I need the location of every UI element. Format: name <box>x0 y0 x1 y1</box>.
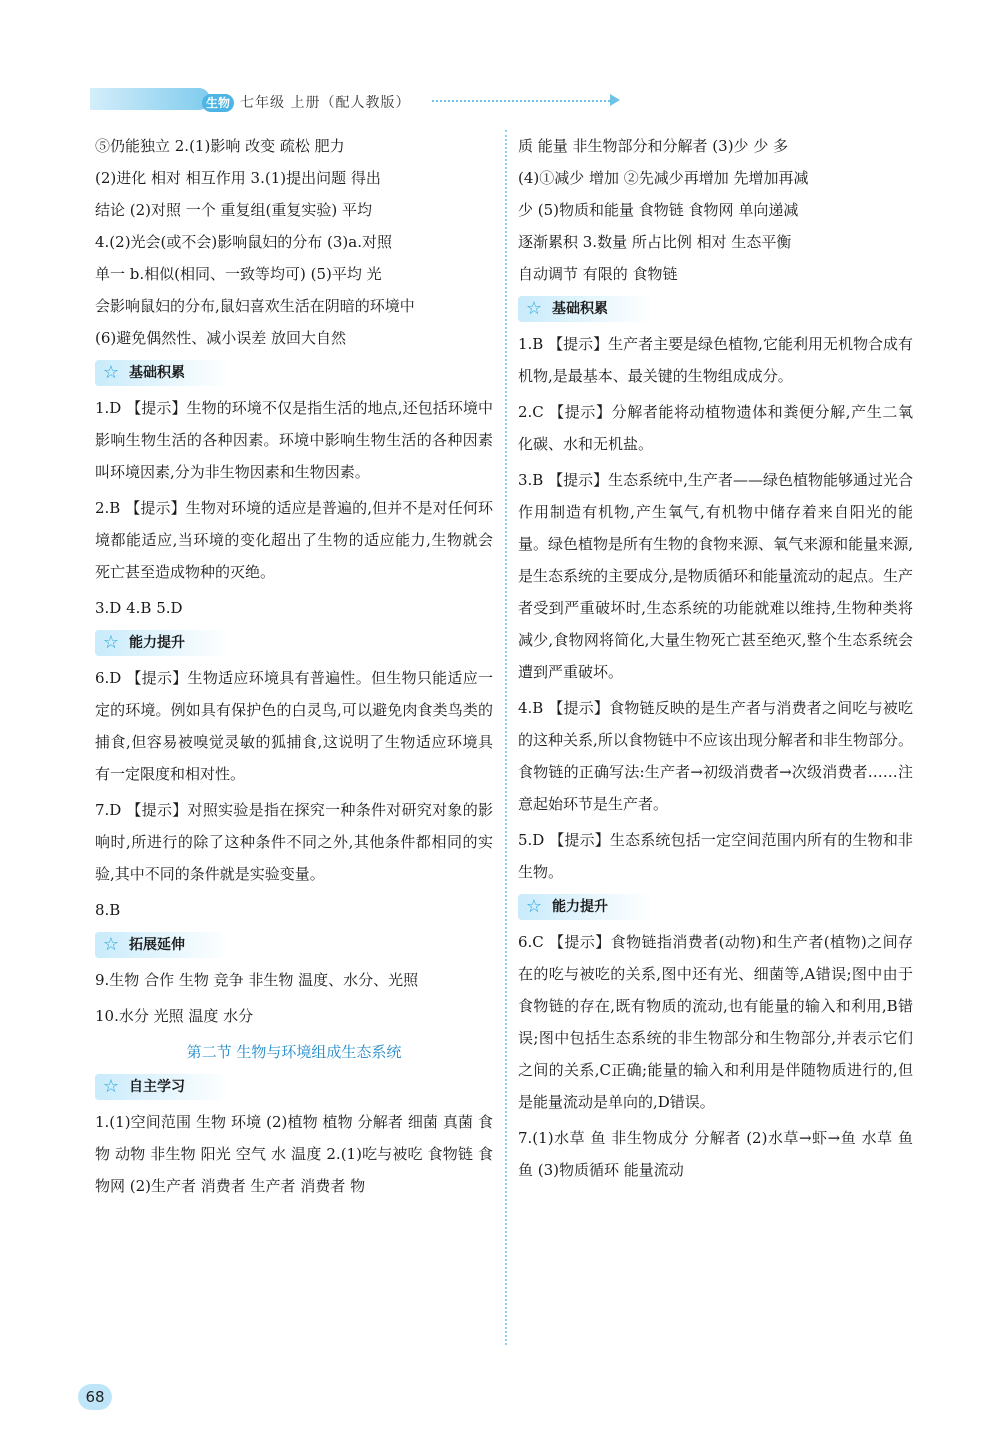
answer-line: 少 (5)物质和能量 食物链 食物网 单向递减 <box>518 201 799 219</box>
answer-item: 5.D 【提示】生态系统包括一定空间范围内所有的生物和非生物。 <box>518 831 913 881</box>
section-tag-extension <box>95 932 230 958</box>
answer-item: 2.C 【提示】分解者能将动植物遗体和粪便分解,产生二氧化碳、水和无机盐。 <box>518 403 913 453</box>
section-tag-self-study <box>95 1074 230 1100</box>
answer-line: 逐渐累积 3.数量 所占比例 相对 生态平衡 <box>518 233 792 251</box>
answer-item: 3.B 【提示】生态系统中,生产者——绿色植物能够通过光合作用制造有机物,产生氧气,有机物中储存着来自阳光的能量。绿色植物是所有生物的食物来源、氧气来源和能量来源,是生态系统的主要成分,是物质循环和能量流动的起点。生产者受到严重破坏时,生态系统的功能就难以维持,生物种类将减少,食物网将简化,大量生物死亡甚至绝灭,整个生态系统会遭到严重破坏。 <box>518 471 913 681</box>
section-label: 拓展延伸 <box>129 937 185 953</box>
star-icon: ☆ <box>525 298 543 319</box>
answer-item: 6.D 【提示】生物适应环境具有普遍性。但生物只能适应一定的环境。例如具有保护色的白灵鸟,可以避免肉食类鸟类的捕食,但容易被嗅觉灵敏的狐捕食,这说明了生物适应环境具有一定限度和相对性。 <box>95 669 493 783</box>
answer-line: 会影响鼠妇的分布,鼠妇喜欢生活在阴暗的环境中 <box>95 297 415 315</box>
page-number: 68 <box>78 1384 112 1410</box>
section-label: 自主学习 <box>129 1079 185 1095</box>
header-title: 七年级 上册（配人教版） <box>240 95 411 111</box>
answer-item: 9.生物 合作 生物 竞争 非生物 温度、水分、光照 <box>95 971 419 989</box>
section-subtitle: 第二节 生物与环境组成生态系统 <box>186 1043 402 1061</box>
answer-line: 结论 (2)对照 一个 重复组(重复实验) 平均 <box>95 201 373 219</box>
star-icon: ☆ <box>525 896 543 917</box>
header-dotted-line <box>432 100 610 102</box>
arrow-icon <box>610 94 620 106</box>
header-wave-decoration <box>90 88 210 110</box>
answer-line: 单一 b.相似(相同、一致等均可) (5)平均 光 <box>95 265 382 283</box>
star-icon: ☆ <box>102 934 120 955</box>
right-column <box>518 130 913 1186</box>
answer-item: 1.(1)空间范围 生物 环境 (2)植物 植物 分解者 细菌 真菌 食物 动物 非生物 阳光 空气 水 温度 2.(1)吃与被吃 食物链 食物网 (2)生产者 消费者 生产者 消费者 物 <box>95 1113 493 1195</box>
section-tag-basic <box>95 360 230 386</box>
answer-item: 8.B <box>95 901 121 919</box>
answer-line: 质 能量 非生物部分和分解者 (3)少 少 多 <box>518 137 789 155</box>
section-label: 基础积累 <box>129 365 185 381</box>
answer-line: 自动调节 有限的 食物链 <box>518 265 678 283</box>
column-divider <box>505 130 507 1345</box>
answer-item: 1.D 【提示】生物的环境不仅是指生活的地点,还包括环境中影响生物生活的各种因素。环境中影响生物生活的各种因素叫环境因素,分为非生物因素和生物因素。 <box>95 399 493 481</box>
answer-item: 2.B 【提示】生物对环境的适应是普遍的,但并不是对任何环境都能适应,当环境的变化超出了生物的适应能力,生物就会死亡甚至造成物种的灭绝。 <box>95 499 493 581</box>
star-icon: ☆ <box>102 362 120 383</box>
section-label: 能力提升 <box>129 635 185 651</box>
answer-item: 3.D 4.B 5.D <box>95 599 183 617</box>
answer-item: 4.B 【提示】食物链反映的是生产者与消费者之间吃与被吃的这种关系,所以食物链中不应该出现分解者和非生物部分。食物链的正确写法:生产者→初级消费者→次级消费者……注意起始环节是生产者。 <box>518 699 913 813</box>
page-header <box>0 0 1000 130</box>
subject-badge: 生物 <box>202 94 234 112</box>
answer-item: 7.D 【提示】对照实验是指在探究一种条件对研究对象的影响时,所进行的除了这种条件不同之外,其他条件都相同的实验,其中不同的条件就是实验变量。 <box>95 801 493 883</box>
answer-item: 7.(1)水草 鱼 非生物成分 分解者 (2)水草→虾→鱼 水草 鱼 鱼 (3)物质循环 能量流动 <box>518 1129 913 1179</box>
answer-item: 6.C 【提示】食物链指消费者(动物)和生产者(植物)之间存在的吃与被吃的关系,图中还有光、细菌等,A错误;图中由于食物链的存在,既有物质的流动,也有能量的输入和利用,B错误;图中包括生态系统的非生物部分和生物部分,并表示它们之间的关系,C正确;能量的输入和利用是伴随物质进行的,但是能量流动是单向的,D错误。 <box>518 933 913 1111</box>
answer-line: (2)进化 相对 相互作用 3.(1)提出问题 得出 <box>95 169 381 187</box>
answer-item: 1.B 【提示】生产者主要是绿色植物,它能利用无机物合成有机物,是最基本、最关键的生物组成成分。 <box>518 335 913 385</box>
section-tag-basic <box>518 296 653 322</box>
answer-line: (4)①减少 增加 ②先减少再增加 先增加再减 <box>518 169 809 187</box>
answer-line: (6)避免偶然性、减小误差 放回大自然 <box>95 329 347 347</box>
answer-item: 10.水分 光照 温度 水分 <box>95 1007 254 1025</box>
section-label: 基础积累 <box>552 301 608 317</box>
star-icon: ☆ <box>102 632 120 653</box>
section-tag-ability <box>95 630 230 656</box>
answer-line: 4.(2)光会(或不会)影响鼠妇的分布 (3)a.对照 <box>95 233 392 251</box>
star-icon: ☆ <box>102 1076 120 1097</box>
section-label: 能力提升 <box>552 899 608 915</box>
left-column <box>95 130 493 1202</box>
answer-line: ⑤仍能独立 2.(1)影响 改变 疏松 肥力 <box>95 137 345 155</box>
section-tag-ability <box>518 894 653 920</box>
